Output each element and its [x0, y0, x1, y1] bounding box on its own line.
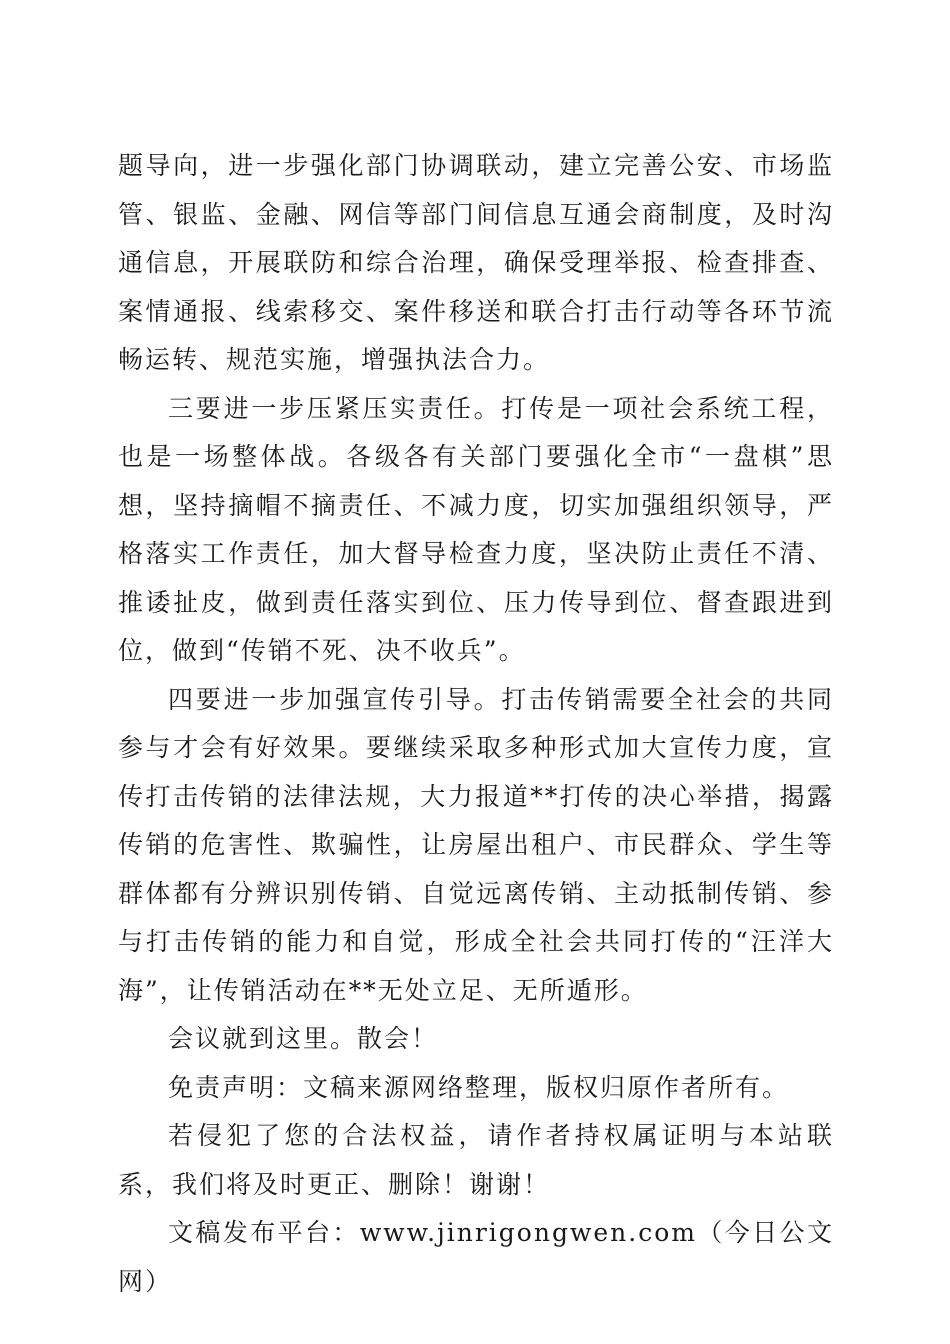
paragraph-disclaimer: 免责声明：文稿来源网络整理，版权归原作者所有。: [168, 1072, 790, 1102]
document-body: [118, 142, 834, 1306]
paragraph-continuation: 题导向，进一步强化部门协调联动，建立完善公安、市场监管、银监、金融、网信等部门间信息互通会商制度，及时沟通信息，开展联防和综合治理，确保受理举报、检查排查、案情通报、线索移交、案件移送和联合打击行动等各环节流畅运转、规范实施，增强执法合力。: [118, 151, 834, 374]
paragraph-infringement-notice: 若侵犯了您的合法权益，请作者持权属证明与本站联系，我们将及时更正、删除！谢谢！: [118, 1121, 834, 1199]
paragraph-publicity: 四要进一步加强宣传引导。打击传销需要全社会的共同参与才会有好效果。要继续采取多种形式加大宣传力度，宣传打击传销的法律法规，大力报道**打传的决心举措，揭露传销的危害性、欺骗性，让房屋出租户、市民群众、学生等群体都有分辨识别传销、自觉远离传销、主动抵制传销、参与打击传销的能力和自觉，形成全社会共同打传的“汪洋大海”，让传销活动在**无处立足、无所遁形。: [118, 684, 834, 1005]
paragraph-closing: 会议就到这里。散会！: [168, 1024, 439, 1053]
paragraph-publisher: 文稿发布平台：www.jinrigongwen.com（今日公文网）: [118, 1218, 834, 1296]
paragraph-responsibility: 三要进一步压紧压实责任。打传是一项社会系统工程，也是一场整体战。各级各有关部门要强化全市“一盘棋”思想，坚持摘帽不摘责任、不减力度，切实加强组织领导，严格落实工作责任，加大督导检查力度，坚决防止责任不清、推诿扯皮，做到责任落实到位、压力传导到位、督查跟进到位，做到“传销不死、决不收兵”。: [118, 393, 834, 665]
